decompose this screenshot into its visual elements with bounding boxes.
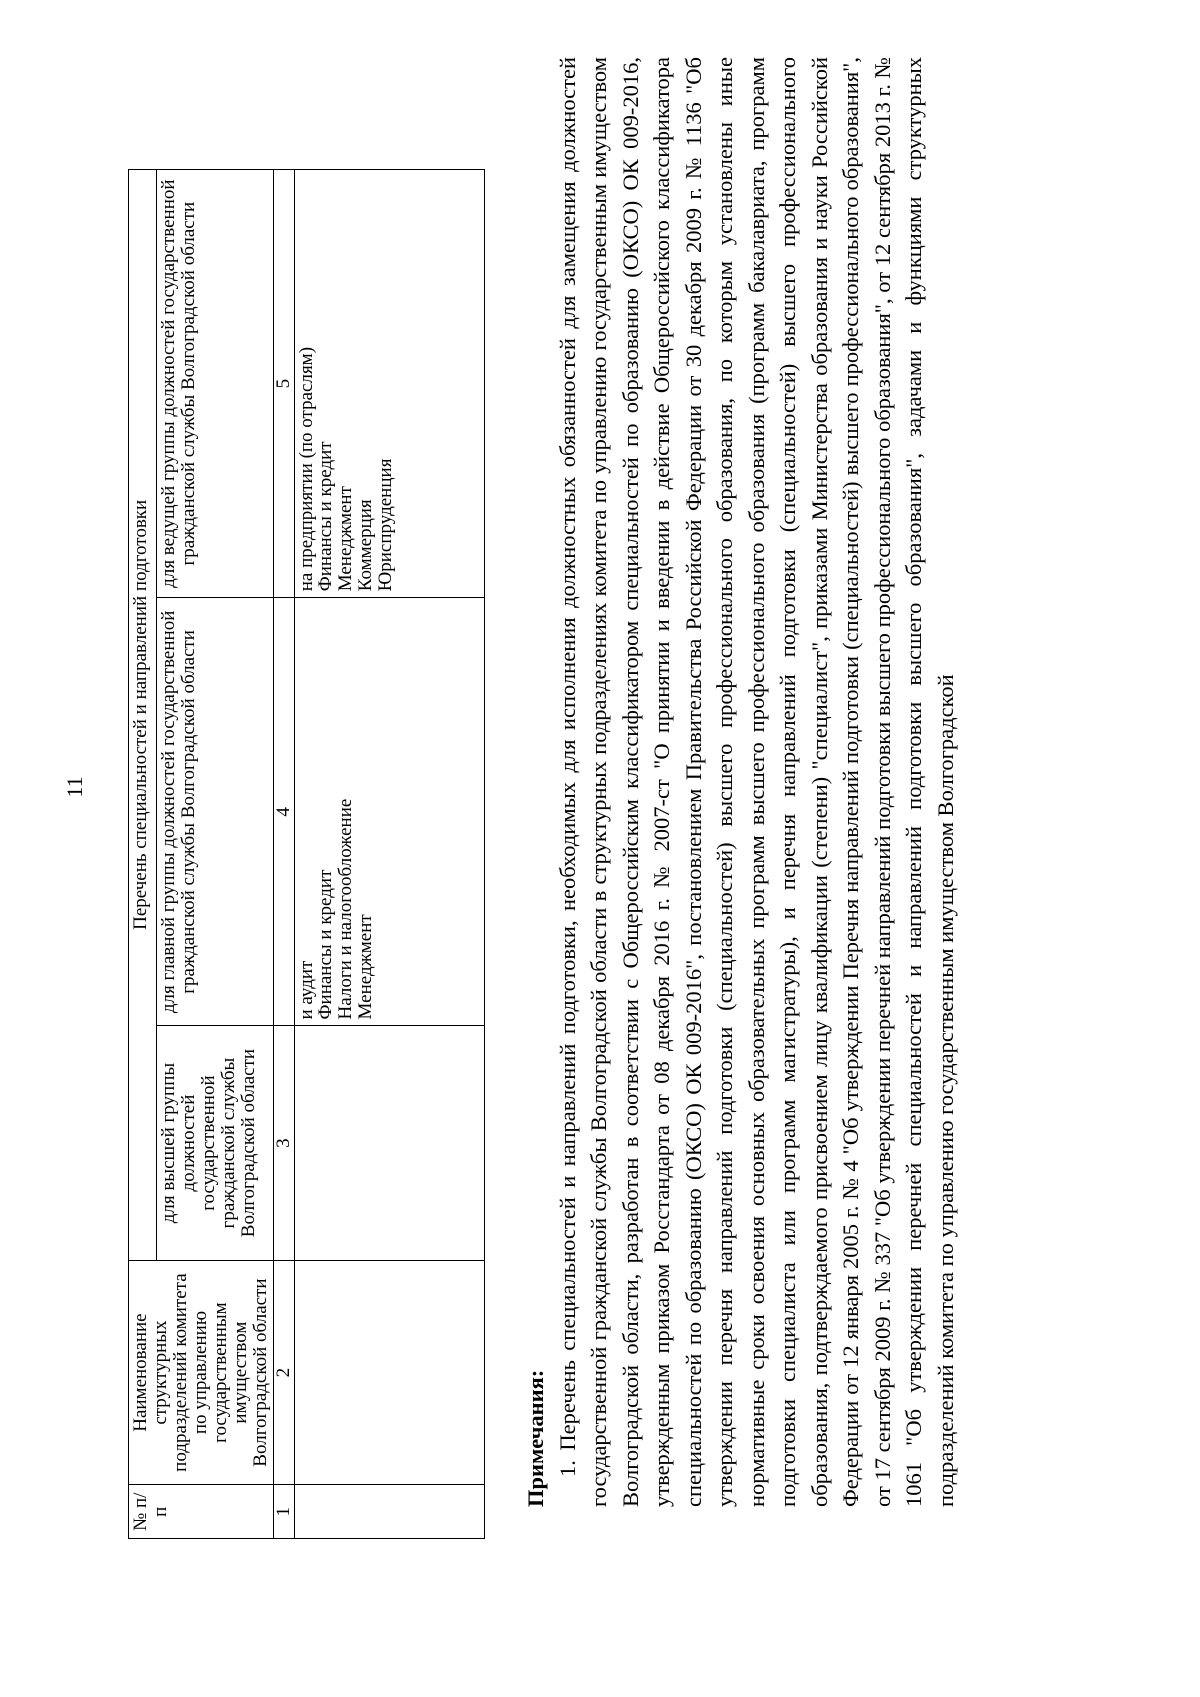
column-number-5: 5 bbox=[273, 170, 294, 598]
notes-title: Примечания: bbox=[523, 1369, 548, 1507]
cell-line: Менеджмент bbox=[355, 914, 377, 1020]
cell-subdivision bbox=[294, 1260, 484, 1485]
column-number-2: 2 bbox=[273, 1260, 294, 1485]
header-subdivision-name: Наименование структурных подразделений комитета по управлению государственным имуществом Волгоградской области bbox=[129, 1260, 274, 1485]
table-numbers-row bbox=[273, 170, 294, 1539]
cell-leading-group bbox=[294, 170, 484, 598]
column-number-3: 3 bbox=[273, 1026, 294, 1260]
cell-line: Финансы и кредит bbox=[315, 441, 337, 592]
notes-section bbox=[520, 57, 961, 1507]
header-main-group: для главной группы должностей государственной гражданской службы Волгоградской области bbox=[156, 598, 273, 1026]
notes-paragraph: 1. Перечень специальностей и направлений подготовки, необходимых для исполнения должностных обязанностей для замещения должностей государственной гражданской службы Волгоградской области в структурных подразделениях комитета по управлению государственным имуществом Волгоградской области, разработан в соответствии с Общероссийским классификатором специальностей по образованию (ОКСО) ОК 009-2016, утвержденным приказом Росстандарта от 08 декабря 2016 г. № 2007-ст "О принятии и введении в действие Общероссийского классификатора специальностей по образованию (ОКСО) ОК 009-2016", постановлением Правительства Российской Федерации от 30 декабря 2009 г. № 1136 "Об утверждении перечня направлений подготовки (специальностей) высшего профессионального образования, по которым установлены иные нормативные сроки освоения основных образовательных программ высшего профессионального образования (программ бакалавриата, программ подготовки специалиста или программ магистратуры), и перечня направлений подготовки (специальностей) высшего профессионального образования, подтверждаемого присвоением лицу квалификации (степени) "специалист", приказами Министерства образования и науки Российской Федерации от 12 января 2005 г. № 4 "Об утверждении Перечня направлений подготовки (специальностей) высшего профессионального образования", от 17 сентября 2009 г. № 337 "Об утверждении перечней направлений подготовки высшего профессионального образования", от 12 сентября 2013 г. № 1061 "Об утверждении перечней специальностей и направлений подготовки высшего образования", задачами и функциями структурных подразделений комитета по управлению государственным имуществом Волгоградской bbox=[554, 57, 958, 1507]
column-number-4: 4 bbox=[273, 598, 294, 1026]
cell-number bbox=[294, 1485, 484, 1539]
cell-line: Менеджмент bbox=[335, 486, 357, 592]
table-row bbox=[294, 170, 484, 1539]
column-number-1: 1 bbox=[273, 1485, 294, 1539]
header-highest-group: для высшей группы должностей государственной гражданской службы Волгоградской области bbox=[156, 1026, 273, 1260]
page-number: 11 bbox=[62, 776, 87, 798]
table-header-row bbox=[129, 170, 157, 1539]
cell-highest-group bbox=[294, 1026, 484, 1260]
cell-line: Коммерция bbox=[355, 499, 377, 592]
specialties-table bbox=[128, 169, 485, 1539]
cell-line: и аудит bbox=[295, 960, 317, 1020]
cell-line: Юриспруденция bbox=[375, 458, 397, 592]
cell-main-group bbox=[294, 598, 484, 1026]
header-number: № п/п bbox=[129, 1485, 274, 1539]
cell-line: Налоги и налогообложение bbox=[335, 798, 357, 1020]
header-leading-group: для ведущей группы должностей государственной гражданской службы Волгоградской области bbox=[156, 170, 273, 598]
header-specialties-group: Перечень специальностей и направлений подготовки bbox=[129, 170, 157, 1261]
cell-line: Финансы и кредит bbox=[315, 869, 337, 1020]
cell-line: на предприятии (по отраслям) bbox=[295, 346, 317, 592]
